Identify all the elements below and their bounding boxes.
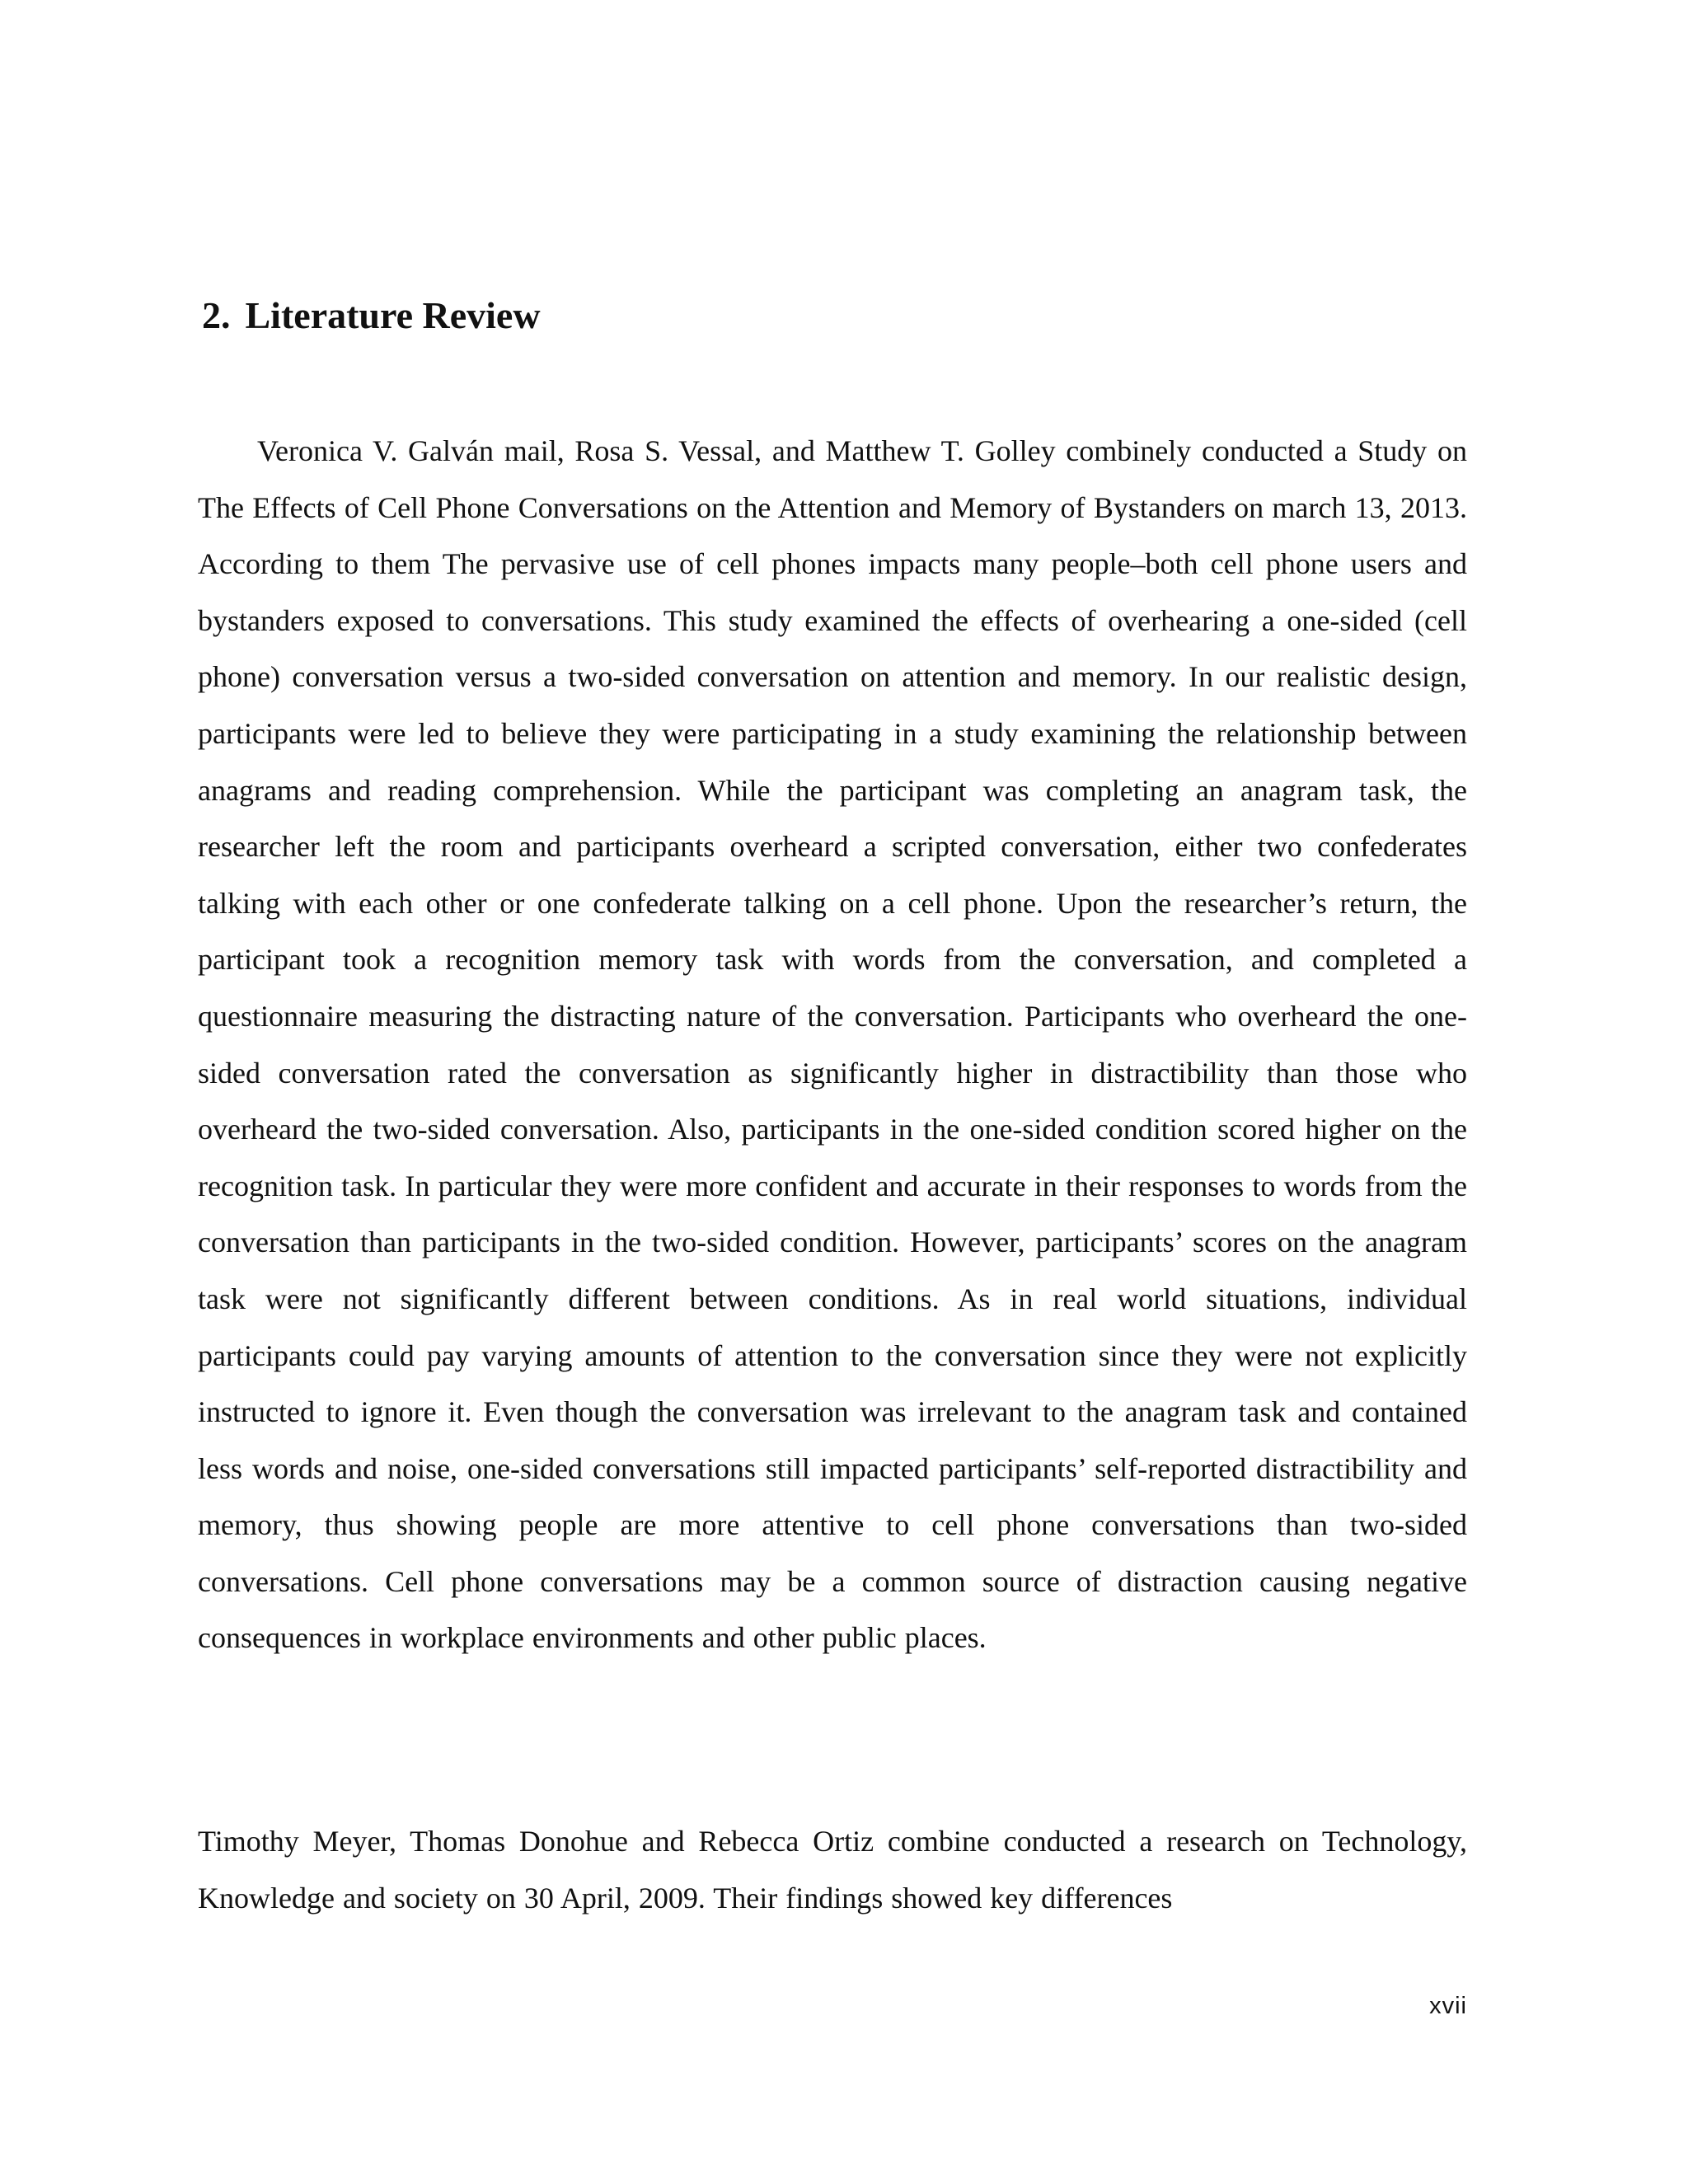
- paragraph-meyer-study: Timothy Meyer, Thomas Donohue and Rebecca Ortiz combine conducted a research on Technology, Knowledge and society on 30 April, 2009. Their findings showed key differences: [198, 1825, 1467, 1915]
- section-number: 2.: [202, 294, 231, 336]
- section-title: Literature Review: [245, 294, 541, 336]
- page-number: xvii: [1429, 1993, 1467, 2019]
- paragraph-galvan-study: Veronica V. Galván mail, Rosa S. Vessal, and Matthew T. Golley combinely conducted a Study on The Effects of Cell Phone Conversations on the Attention and Memory of Bystanders on march 13, 2013. According to them The pervasive use of cell phones impacts many people–both cell phone users and bystanders exposed to conversations. This study examined the effects of overhearing a one-sided (cell phone) conversation versus a two-sided conversation on attention and memory. In our realistic design, participants were led to believe they were participating in a study examining the relationship between anagrams and reading comprehension. While the participant was completing an anagram task, the researcher left the room and participants overheard a scripted conversation, either two confederates talking with each other or one confederate talking on a cell phone. Upon the researcher’s return, the participant took a recognition memory task with words from the conversation, and completed a questionnaire measuring the distracting nature of the conversation. Participants who overheard the one-sided conversation rated the conversation as significantly higher in distractibility than those who overheard the two-sided conversation. Also, participants in the one-sided condition scored higher on the recognition task. In particular they were more confident and accurate in their responses to words from the conversation than participants in the two-sided condition. However, participants’ scores on the anagram task were not significantly different between conditions. As in real world situations, individual participants could pay varying amounts of attention to the conversation since they were not explicitly instructed to ignore it. Even though the conversation was irrelevant to the anagram task and contained less words and noise, one-sided conversations still impacted participants’ self-reported distractibility and memory, thus showing people are more attentive to cell phone conversations than two-sided conversations. Cell phone conversations may be a common source of distraction causing negative consequences in workplace environments and other public places.: [198, 434, 1467, 1655]
- section-heading: [202, 293, 541, 338]
